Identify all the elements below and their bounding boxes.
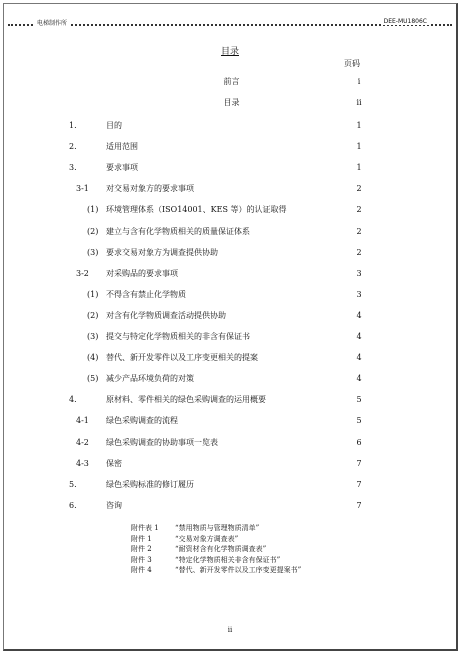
toc-entry-page: 2 xyxy=(356,205,362,215)
toc-entry xyxy=(4,479,456,491)
toc-entry-number: (5) xyxy=(87,374,99,384)
toc-entry-page: i xyxy=(357,77,361,86)
header-left-text: 电梯制作所 xyxy=(34,18,70,27)
toc-entry-number: (1) xyxy=(87,289,99,299)
toc-entry-number: (2) xyxy=(87,226,99,236)
attachment-title: “交易对象方调查表” xyxy=(175,534,239,543)
toc-entry-text: 绿色采购标准的修订履历 xyxy=(106,479,194,489)
attachment-label: 附件 4 xyxy=(131,566,152,574)
toc-front-entry xyxy=(4,76,456,88)
toc-entry-text: 原材料、零件相关的绿色采购调查的运用概要 xyxy=(106,395,266,405)
toc-entry-text: 保密 xyxy=(106,458,122,468)
toc-entry-text: 咨询 xyxy=(106,500,122,510)
toc-entry xyxy=(4,162,456,174)
toc-entry-text: 对交易对象方的要求事项 xyxy=(106,184,194,194)
toc-entry-text: 绿色采购调查的协助事项一览表 xyxy=(106,437,218,447)
toc-entry-page: 4 xyxy=(356,374,362,384)
toc-entry-number: (2) xyxy=(87,310,99,320)
toc-entry-page: 6 xyxy=(356,437,362,447)
toc-entry xyxy=(4,268,456,280)
toc-entry-text: 替代、新开发零件以及工序变更相关的提案 xyxy=(106,353,258,363)
toc-entry-page: 3 xyxy=(356,268,362,278)
toc-entry xyxy=(4,352,456,364)
page-header xyxy=(8,18,452,30)
toc-entry-text: 对含有化学物质调查活动提供协助 xyxy=(106,310,226,320)
page-number: ii xyxy=(227,626,233,634)
toc-entry-text: 建立与含有化学物质相关的质量保证体系 xyxy=(106,226,250,236)
toc-entry-page: 7 xyxy=(356,458,362,468)
attachment-title: “特定化学物质相关非含有保证书” xyxy=(175,555,281,564)
toc-entry-page: 2 xyxy=(356,226,362,236)
toc-entry xyxy=(4,331,456,343)
toc-entry-page: 2 xyxy=(356,184,362,194)
attachment-title: “禁用物质与管理物质清单” xyxy=(175,524,260,532)
toc-entry-text: 不得含有禁止化学物质 xyxy=(106,289,186,299)
toc-entry-number: 1. xyxy=(69,121,77,130)
toc-entry-text: 目录 xyxy=(223,98,240,107)
toc-entry-number: (4) xyxy=(87,353,99,363)
toc-entry-text: 要求事项 xyxy=(106,163,138,173)
toc-entry-page: 1 xyxy=(356,163,362,173)
attachment-title: “替代、新开发零件以及工序变更提案书” xyxy=(175,566,302,574)
toc-entry xyxy=(4,394,456,406)
toc-entry-page: 2 xyxy=(356,247,362,257)
toc-entry-page: 4 xyxy=(356,353,362,363)
toc-entry xyxy=(4,415,456,427)
toc-entry-page: 7 xyxy=(356,500,362,510)
toc-entry-text: 提交与特定化学物质相关的非含有保证书 xyxy=(106,332,250,341)
toc-entry xyxy=(4,204,456,216)
toc-entry-text: 目的 xyxy=(106,121,122,130)
toc-entry-number: 4. xyxy=(69,395,77,405)
toc-entry-number: (1) xyxy=(87,205,99,215)
toc-entry-number: 6. xyxy=(69,500,77,510)
toc-entry xyxy=(4,500,456,512)
toc-entry-text: 对采购品的要求事项 xyxy=(106,268,178,278)
toc-entry-number: 5. xyxy=(69,479,77,489)
toc-entry-text: 适用范围 xyxy=(106,142,138,152)
toc-entry-number: (3) xyxy=(87,332,99,341)
toc-entry-number: 4-2 xyxy=(76,437,89,447)
toc-entry xyxy=(4,247,456,259)
toc-entry-number: 3-1 xyxy=(76,184,89,194)
page-column-header: 页码 xyxy=(344,59,360,68)
toc-entry-number: 4-1 xyxy=(76,416,89,426)
document-page xyxy=(3,3,458,651)
toc-entry-text: 要求交易对象方为调查提供协助 xyxy=(106,247,218,257)
toc-entry-text: 环境管理体系（ISO14001、KES 等）的认证取得 xyxy=(106,205,287,215)
toc-entry-number: (3) xyxy=(87,247,99,257)
toc-entry-page: 5 xyxy=(356,395,362,405)
toc-entry xyxy=(4,226,456,238)
attachment-label: 附件 2 xyxy=(131,545,152,553)
toc-entry-page: 7 xyxy=(356,479,362,489)
toc-entry-page: 4 xyxy=(356,310,362,320)
attachment-label: 附件表 1 xyxy=(131,524,159,532)
toc-entry-page: 1 xyxy=(356,121,362,130)
toc-entry xyxy=(4,373,456,385)
toc-entry-page: 3 xyxy=(356,289,362,299)
toc-entry xyxy=(4,437,456,449)
header-document-code: DEE-MU1806C xyxy=(381,18,430,25)
toc-entry xyxy=(4,183,456,195)
toc-entry xyxy=(4,141,456,153)
attachment-label: 附件 3 xyxy=(131,555,152,564)
attachment-label: 附件 1 xyxy=(131,534,152,543)
toc-entry xyxy=(4,289,456,301)
attachment-title: “耐资材含有化学物质调查表” xyxy=(175,545,267,553)
toc-title: 目录 xyxy=(220,47,239,57)
toc-entry xyxy=(4,120,456,132)
toc-entry-text: 绿色采购调查的流程 xyxy=(106,416,178,426)
toc-entry xyxy=(4,458,456,470)
toc-entry-number: 3. xyxy=(69,163,77,173)
toc-entry-page: 1 xyxy=(356,142,362,152)
toc-entry-page: 5 xyxy=(356,416,362,426)
toc-entry-page: 4 xyxy=(356,332,362,341)
toc-entry-page: ii xyxy=(356,98,362,107)
toc-entry-text: 前言 xyxy=(223,77,240,86)
toc-entry-number: 2. xyxy=(69,142,77,152)
toc-entry-text: 减少产品环境负荷的对策 xyxy=(106,374,194,384)
toc-entry xyxy=(4,310,456,322)
toc-entry-number: 3-2 xyxy=(76,268,89,278)
toc-front-entry xyxy=(4,97,456,109)
toc-entry-number: 4-3 xyxy=(76,458,89,468)
